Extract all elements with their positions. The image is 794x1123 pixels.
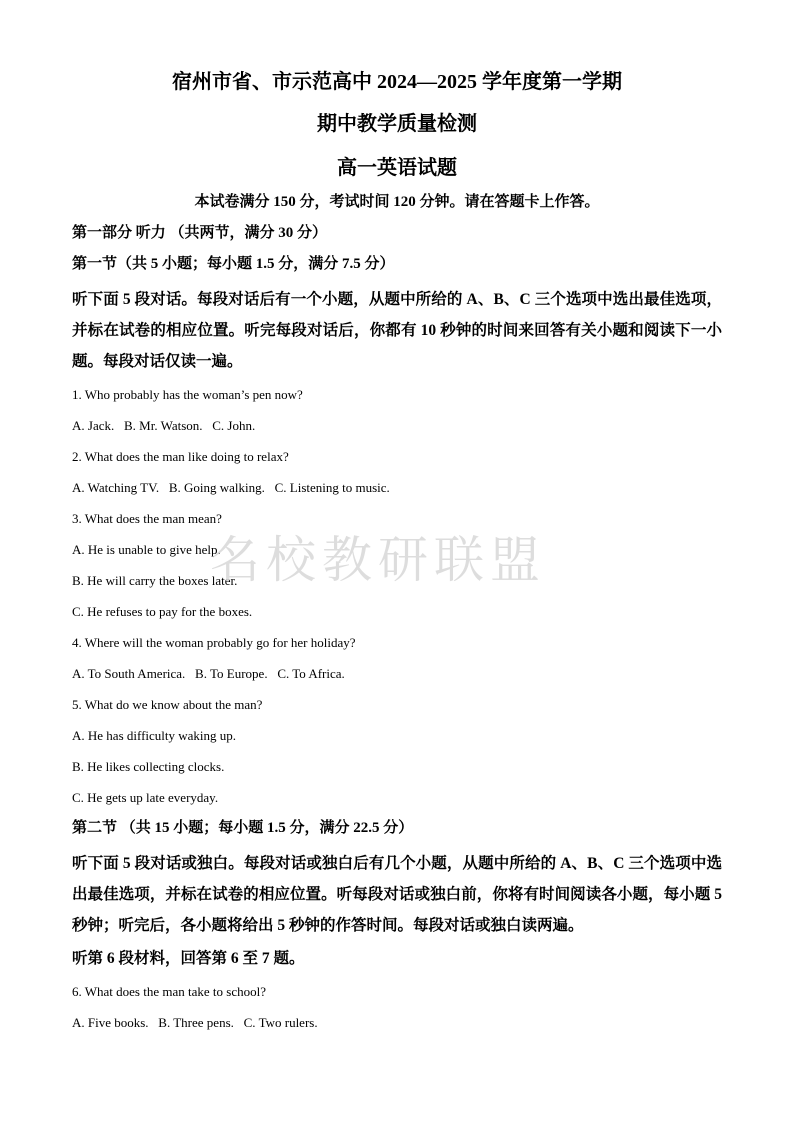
watermark-text: 名校教研联盟 — [210, 531, 546, 589]
question-stem: 4. Where will the woman probably go for her holiday? — [72, 635, 356, 650]
part1-heading: 第一部分 听力 （共两节，满分 30 分） — [72, 225, 328, 241]
exam-notice: 本试卷满分 150 分，考试时间 120 分钟。请在答题卡上作答。 — [194, 194, 600, 210]
exam-content — [72, 222, 722, 1038]
question-option: A. He has difficulty waking up. — [72, 728, 237, 743]
question-options: A. Watching TV. B. Going walking. C. Listening to music. — [72, 480, 390, 495]
question-option: C. He gets up late everyday. — [72, 790, 219, 805]
question-option: C. He refuses to pay for the boxes. — [72, 604, 253, 619]
section1-instructions: 听下面 5 段对话。每段对话后有一个小题，从题中所给的 A、B、C 三个选项中选出最佳选项，并标在试卷的相应位置。听完每段对话后，你都有 10 秒钟的时间来回答有关小题和阅读下一小题。每段对话仅读一遍。 — [72, 291, 722, 370]
question-options: A. To South America. B. To Europe. C. To Africa. — [72, 666, 345, 681]
exam-title-line2: 期中教学质量检测 — [317, 113, 477, 135]
section2-heading: 第二节 （共 15 小题；每小题 1.5 分，满分 22.5 分） — [72, 820, 414, 836]
section1-heading: 第一节（共 5 小题；每小题 1.5 分，满分 7.5 分） — [72, 256, 395, 272]
question-options: A. Jack. B. Mr. Watson. C. John. — [72, 418, 256, 433]
question-stem: 5. What do we know about the man? — [72, 697, 263, 712]
question-option: A. He is unable to give help. — [72, 542, 221, 557]
question-stem: 2. What does the man like doing to relax? — [72, 449, 289, 464]
section2-instructions: 听下面 5 段对话或独白。每段对话或独白后有几个小题，从题中所给的 A、B、C 三个选项中选出最佳选项，并标在试卷的相应位置。听每段对话或独白前，你将有时间阅读各小题，每小题 5 秒钟；听完后，各小题将给出 5 秒钟的作答时间。每段对话或独白读两遍。 — [72, 855, 722, 934]
question-stem: 3. What does the man mean? — [72, 511, 222, 526]
exam-title-line3: 高一英语试题 — [337, 157, 457, 179]
section2-subheading: 听第 6 段材料，回答第 6 至 7 题。 — [72, 950, 305, 967]
question-stem: 6. What does the man take to school? — [72, 984, 266, 999]
question-options: A. Five books. B. Three pens. C. Two rulers. — [72, 1015, 318, 1030]
question-option: B. He likes collecting clocks. — [72, 759, 225, 774]
exam-title-line1: 宿州市省、市示范高中 2024—2025 学年度第一学期 — [172, 71, 622, 93]
question-option: B. He will carry the boxes later. — [72, 573, 238, 588]
question-stem: 1. Who probably has the woman’s pen now? — [72, 387, 303, 402]
